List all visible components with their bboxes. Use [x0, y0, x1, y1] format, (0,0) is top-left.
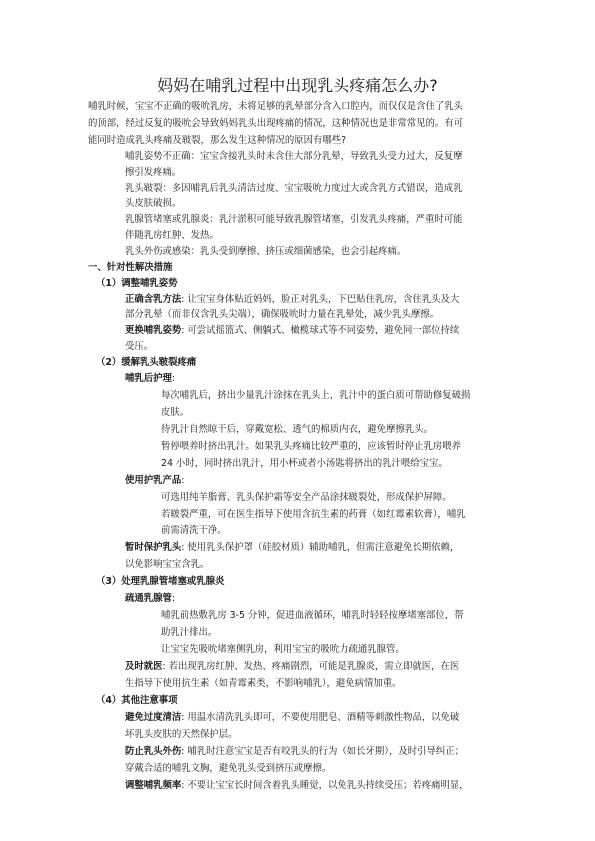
- measure-item-cont: 生指导下使用抗生素（如青霉素类，不影响哺乳），避免病情加重。: [125, 678, 402, 689]
- measure-item: [125, 474, 184, 488]
- page-title: 妈妈在哺乳过程中出现乳头疼痛怎么办?: [157, 76, 438, 95]
- measure-item: [125, 711, 459, 725]
- measure-item: [125, 592, 175, 606]
- measure-text: :: [181, 475, 185, 486]
- measure-item: [125, 660, 459, 674]
- measure-text: :: [171, 593, 176, 604]
- detail-line: 让宝宝先吸吮堵塞侧乳房，利用宝宝的吸吮力疏通乳腺管。: [161, 644, 405, 655]
- subsection-heading: （3）处理乳腺管堵塞或乳腺炎: [96, 576, 225, 587]
- measure-item: [125, 324, 459, 338]
- measure-text: :: [171, 373, 176, 384]
- measure-item: [125, 745, 464, 759]
- detail-line: 哺乳前热敷乳房 3-5 分钟，促进血液循环，哺乳时轻轻按摩堵塞部位，帮: [161, 610, 464, 621]
- detail-line: 暂停喂养时挤出乳汁。如果乳头疼痛比较严重的，应该暂时停止乳房喂养: [161, 441, 462, 452]
- detail-line: 前需清洗干净。: [161, 525, 227, 536]
- measure-label: 哺乳后护理: [125, 373, 172, 384]
- measure-item: [125, 541, 459, 555]
- cause-item: 乳腺管堵塞或乳腺炎：乳汁淤积可能导致乳腺管堵塞，引发乳头疼痛，严重时可能: [125, 214, 463, 225]
- measure-item-cont: 坏乳头皮肤的天然保护层。: [125, 729, 238, 740]
- detail-line: 若皲裂严重，可在医生指导下使用含抗生素的药膏（如红霉素软膏），哺乳: [161, 509, 466, 520]
- measure-item-cont: 以免影响宝宝含乳。: [125, 559, 210, 570]
- measure-label: 正确含乳方法: [125, 294, 182, 305]
- subsection-heading: （1）调整哺乳姿势: [96, 278, 178, 289]
- measure-label: 避免过度清洁: [125, 712, 182, 723]
- detail-line: 可选用纯羊脂膏、乳头保护霜等安全产品涂抹皲裂处，形成保护屏障。: [161, 492, 452, 503]
- measure-text: : 使用乳头保护罩（硅胶材质）辅助哺乳，但需注意避免长期依赖，: [181, 542, 460, 553]
- subsection-heading: （2）缓解乳头皲裂疼痛: [96, 357, 197, 368]
- measure-item: [125, 293, 459, 307]
- cause-item-cont: 伴随乳房红肿、发热。: [125, 230, 219, 241]
- subsection-heading: （4）其他注意事项: [96, 695, 178, 706]
- measure-text: : 不要让宝宝长时间含着乳头睡觉，以免乳头持续受压；若疼痛明显，: [181, 780, 469, 791]
- measure-item-cont: 部分乳晕（而非仅含乳头尖端），确保吸吮时力量在乳晕处，减少乳头摩擦。: [125, 309, 440, 320]
- measure-item-cont: 受压。: [125, 341, 154, 352]
- cause-item: 哺乳姿势不正确：宝宝含接乳头时未含住大部分乳晕，导致乳头受力过大，反复摩: [125, 151, 463, 162]
- measure-item: [125, 372, 175, 386]
- measure-text: : 哺乳时注意宝宝是否有咬乳头的行为（如长牙期），及时引导纠正；: [181, 746, 464, 757]
- measure-label: 调整哺乳频率: [125, 780, 182, 791]
- intro-line: 能同时造成乳头疼痛及皲裂，那么发生这种情况的原因有哪些?: [88, 135, 347, 146]
- measure-label: 及时就医: [125, 661, 163, 672]
- measure-text: : 让宝宝身体贴近妈妈，脸正对乳头，下巴贴住乳房，含住乳头及大: [181, 294, 460, 305]
- cause-item: 乳头外伤或感染：乳头受到摩擦、挤压或细菌感染，也会引起疼痛。: [125, 246, 407, 257]
- cause-item: 乳头皲裂：多因哺乳后乳头清洁过度、宝宝吸吮力度过大或含乳方式错误，造成乳: [125, 183, 463, 194]
- measure-text: : 可尝试摇篮式、侧躺式、橄榄球式等不同姿势，避免同一部位持续: [181, 325, 460, 336]
- section-heading: 一、针对性解决措施: [88, 262, 173, 273]
- detail-line: 助乳汁排出。: [161, 627, 218, 638]
- cause-item-cont: 头皮肤破损。: [125, 198, 182, 209]
- cause-item-cont: 擦引发疼痛。: [125, 167, 182, 178]
- detail-line: 每次哺乳后，挤出少量乳汁涂抹在乳头上，乳汁中的蛋白质可帮助修复破损: [161, 390, 471, 401]
- measure-text: : 用温水清洗乳头即可，不要使用肥皂、酒精等刺激性物品，以免破: [181, 712, 460, 723]
- detail-line: 待乳汁自然晾干后，穿戴宽松、透气的棉质内衣，避免摩擦乳头。: [161, 424, 433, 435]
- measure-label: 疏通乳腺管: [125, 593, 172, 604]
- measure-text: : 若出现乳房红肿、发热、疼痛剧烈，可能是乳腺炎，需立即就医，在医: [162, 661, 460, 672]
- intro-line: 哺乳时候，宝宝不正确的吸吮乳房，未将足够的乳晕部分含入口腔内，而仅仅是含住了乳头: [88, 101, 464, 112]
- measure-item: [125, 779, 469, 793]
- measure-label: 防止乳头外伤: [125, 746, 182, 757]
- detail-line: 皮肤。: [161, 407, 190, 418]
- measure-label: 暂时保护乳头: [125, 542, 182, 553]
- measure-label: 使用护乳产品: [125, 475, 182, 486]
- measure-item-cont: 穿戴合适的哺乳文胸，避免乳头受到挤压或摩擦。: [125, 763, 332, 774]
- detail-line: 24 小时，同时挤出乳汁，用小杯或者小汤匙将挤出的乳汁喂给宝宝。: [161, 458, 448, 469]
- intro-line: 的顶部，经过反复的吸吮会导致妈妈乳头出现疼痛的情况，这种情况也是非常常见的。有可: [88, 118, 464, 129]
- measure-label: 更换哺乳姿势: [125, 325, 182, 336]
